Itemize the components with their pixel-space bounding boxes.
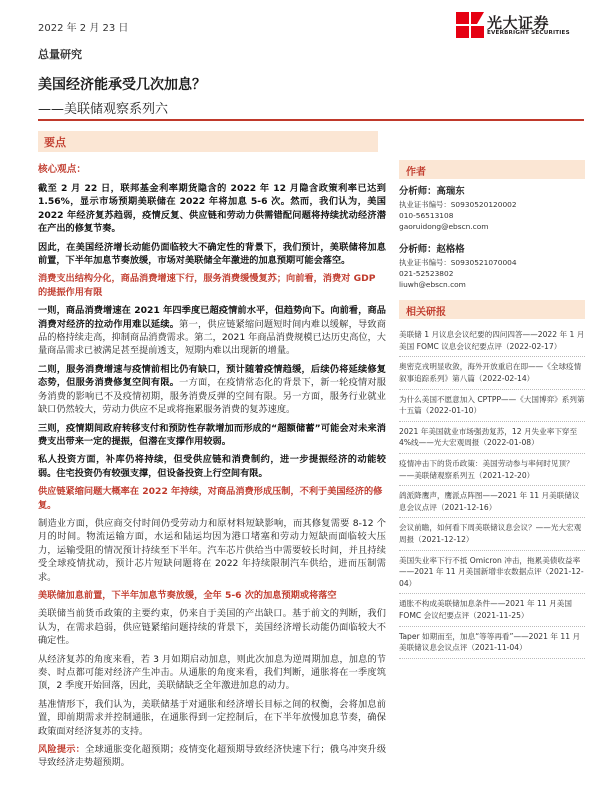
related-reports-section-bar: 相关研报 [399,300,585,319]
logo-mark-icon [456,10,484,40]
related-report-item[interactable]: 鸽派降鹰声，鹰派点阵图——2021 年 11 月美联储议息会议点评（2021-12-16） [399,486,585,518]
analyst-card: 分析师：高瑞东 执业证书编号：S0930520120002 010-56513108 gaoruidong@ebscn.com [399,185,585,233]
related-report-item[interactable]: 美国失业率下行不抵 Omicron 冲击，拖累美债收益率——2021 年 11 月美国新增非农数据点评（2021-12-04） [399,551,585,595]
paragraph-1: 截至 2 月 22 日，联邦基金利率期货隐含的 2022 年 12 月隐含政策利率已达到 1.56%，显示市场预期美联储在 2022 年将加息 5-6 次。然而，我们认为，美国 2022 年经济复苏趋弱，疫情反复、供应链和劳动力供需错配问题将持续扰动经济潜在产出的修复节奏。 [38,183,386,235]
paragraph-2: 因此，在美国经济增长动能仍面临较大不确定性的背景下，我们预计，美联储将加息前置，下半年加息节奏放缓，市场对美联储全年激进的加息预期可能会落空。 [38,241,386,267]
paragraph-7: 制造业方面，供应商交付时间仍受劳动力和原材料短缺影响，而其修复需要 8-12 个月的时间。物流运输方面，水运和陆运均因为港口堵塞和劳动力短缺而面临较大压力，运输受阻的情况预计持续至下半年。汽车芯片供给当中需要较长时间，并且持续受全球疫情扰动，预计芯片短缺问题将在 2022 年持续限制汽车供给，进而压制需求。 [38,517,386,583]
supply-chain-heading: 供应链紧缩问题大概率在 2022 年持续，对商品消费形成压制，不利于美国经济的修复。 [38,486,383,511]
related-report-item[interactable]: 会议前瞻，如何看下周美联储议息会议？——光大宏观周报（2021-12-12） [399,518,585,550]
broker-logo [456,10,576,42]
related-report-item[interactable]: 为什么美国不愿意加入 CPTPP——《大国博弈》系列第十五篇（2022-01-10） [399,390,585,422]
consumption-heading: 消费支出结构分化，商品消费增速下行，服务消费缓慢复苏；向前看，消费对 GDP 的提振作用有限 [38,273,376,298]
paragraph-5: 三则，疫情期间政府转移支付和预防性存款增加而形成的“超额储蓄”可能会对未来消费支出带来一定的提振，但潜在支撑作用较弱。 [38,422,386,447]
fed-heading: 美联储加息前置，下半年加息节奏放缓，全年 5-6 次的加息预期或将落空 [38,589,337,601]
report-title: 美国经济能承受几次加息？ [38,77,206,93]
logo-english-name: EVERBRIGHT SECURITIES [487,30,570,36]
sidebar [399,160,585,659]
report-date: 2022 年 2 月 23 日 [38,23,129,34]
authors-section-bar: 作者 [399,160,585,179]
related-report-item[interactable]: 奥密克戎明显收敛，海外开放重启在即——《全球疫情叙事追踪系列》第八篇（2022-02-14） [399,357,585,389]
risk-paragraph: 风险提示：全球通胀变化超预期；疫情变化超预期导致经济快速下行；俄乌冲突升级导致经济走势超预期。 [38,744,387,769]
core-view-heading: 核心观点： [38,164,86,175]
analyst-card: 分析师：赵格格 执业证书编号：S0930521070004 021-52523802 liuwh@ebscn.com [399,243,585,291]
paragraph-3: 一则，商品消费增速在 2021 年四季度已超疫情前水平，但趋势向下。向前看，商品消费对经济的拉动作用难以延续。第一，供应链紧缩问题短时间内难以缓解，导致商品的格持续走高，抑制商品消费需求。第二，2021 年商品消费规模已达历史高位，大量商品需求已被满足甚至提前透支，短期内难以出现新的增量。 [38,305,386,357]
main-content [38,163,386,775]
paragraph-10: 基准情形下，我们认为，美联储基于对通胀和经济增长目标之间的权衡，会将加息前置，即前期需求并控制通胀，在通胀得到一定控制后，在下半年放慢加息节奏，确保政策面对经济复苏的支持。 [38,698,386,737]
report-subtitle: ——美联储观察系列六 [38,102,169,117]
risk-label: 风险提示： [38,744,86,756]
summary-section-bar [38,131,378,152]
analyst-email[interactable]: liuwh@ebscn.com [399,280,466,290]
paragraph-9: 从经济复苏的角度来看，若 3 月如期启动加息，则此次加息为逆周期加息，加息的节奏、时点都可能对经济产生冲击。从通胀的角度来看，我们判断，通胀将在一季度筑顶，2 季度开始回落，因此，美联储缺乏全年激进加息的动力。 [38,653,386,692]
logo-chinese-name: 光大证券 [487,14,550,32]
summary-label: 要点 [44,136,66,149]
report-category: 总量研究 [38,48,82,61]
paragraph-4: 二则，服务消费增速与疫情前相比仍有缺口，预计随着疫情趋缓，后续仍将延续修复态势，但服务消费修复空间有限。一方面，在疫情常态化的背景下，新一轮疫情对服务消费的影响已不及疫情初期，服务消费反弹的空间有限。另一方面，服务行业就业缺口仍然较大，劳动力供应不足或将拖累服务消费的复苏速度。 [38,363,386,416]
related-report-item[interactable]: Taper 如期而至，加息“等等再看”——2021 年 11 月美联储议息会议点评（2021-11-04） [399,627,585,659]
paragraph-8: 美联储当前货币政策的主要约束，仍来自于美国的产出缺口。基于前文的判断，我们认为，在需求趋弱，供应链紧缩问题持续的背景下，美国经济增长动能仍面临较大不确定性。 [38,608,386,647]
paragraph-6: 私人投资方面，补库仍将持续，但受供应链和消费制约，进一步提振经济的动能较弱。住宅投资仍有较强支撑，但设备投资上行空间有限。 [38,454,386,479]
title-divider [38,119,584,121]
related-report-item[interactable]: 美联储 1 月议息会议纪要的四问四答——2022 年 1 月美国 FOMC 议息会议纪要点评（2022-02-17） [399,325,585,357]
analyst-email[interactable]: gaoruidong@ebscn.com [399,222,489,232]
related-report-item[interactable]: 疫情冲击下的货币政策：美国劳动参与率何时见顶？——美联储观察系列五（2021-12-20） [399,454,585,486]
related-report-item[interactable]: 通胀不构成美联储加息条件——2021 年 11 月美国 FOMC 会议纪要点评（2021-11-25） [399,594,585,626]
related-report-item[interactable]: 2021 年美国就业市场强劲复苏，12 月失业率下穿至 4%线——光大宏观周报（2022-01-08） [399,422,585,454]
